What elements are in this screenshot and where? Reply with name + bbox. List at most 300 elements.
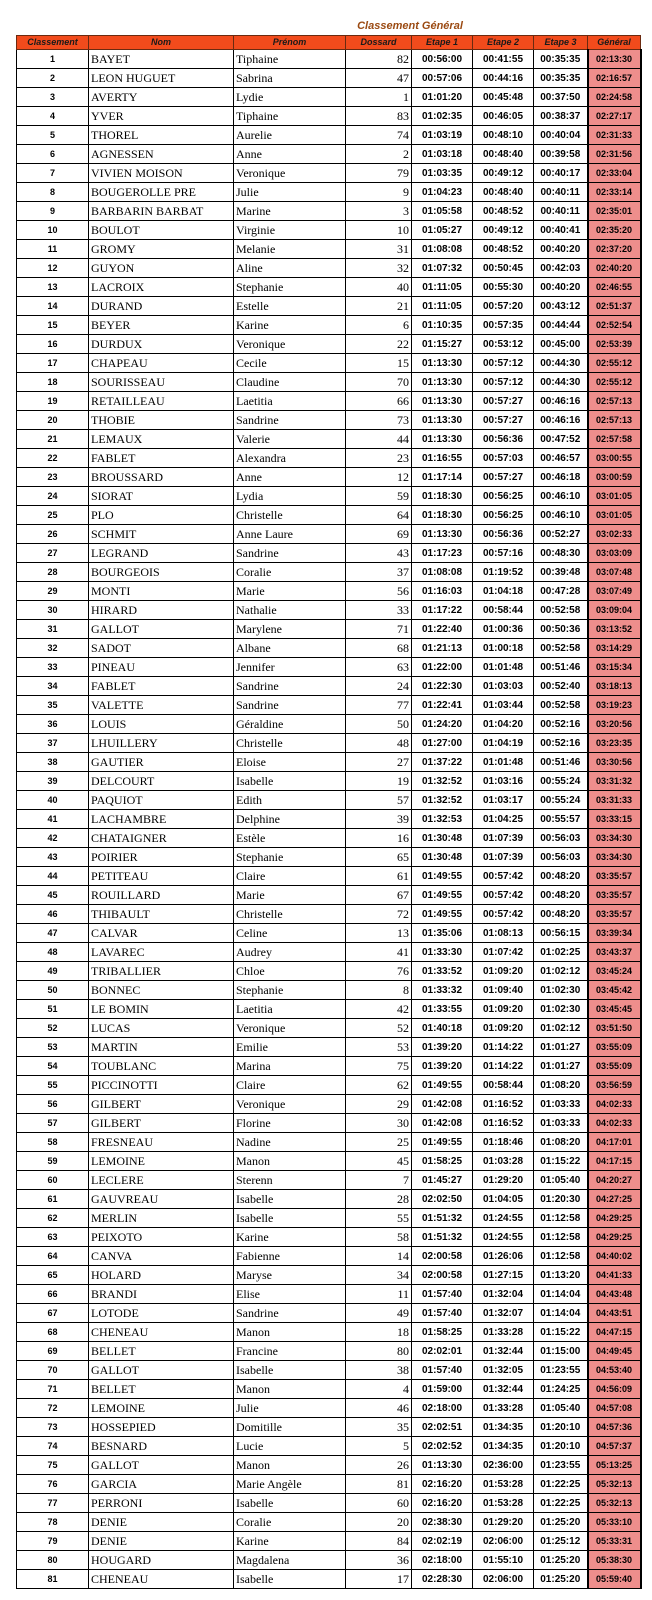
bib-cell: 26	[346, 1456, 412, 1475]
table-row	[17, 202, 641, 221]
rank-cell: 42	[17, 829, 89, 848]
first-name-cell: Stephanie	[234, 278, 346, 297]
stage1-cell: 01:49:55	[412, 1076, 473, 1095]
bib-cell: 65	[346, 848, 412, 867]
rank-cell: 73	[17, 1418, 89, 1437]
stage3-cell: 00:35:35	[534, 69, 588, 88]
stage3-cell: 00:40:04	[534, 126, 588, 145]
last-name-cell: PAQUIOT	[89, 791, 234, 810]
bib-cell: 6	[346, 316, 412, 335]
rank-cell: 55	[17, 1076, 89, 1095]
table-row	[17, 810, 641, 829]
first-name-cell: Francine	[234, 1342, 346, 1361]
overall-time-cell: 04:02:33	[588, 1095, 641, 1114]
first-name-cell: Alexandra	[234, 449, 346, 468]
stage2-cell: 00:57:42	[473, 867, 534, 886]
first-name-cell: Julie	[234, 1399, 346, 1418]
rank-cell: 74	[17, 1437, 89, 1456]
stage3-cell: 01:24:25	[534, 1380, 588, 1399]
stage1-cell: 01:40:18	[412, 1019, 473, 1038]
last-name-cell: GALLOT	[89, 1361, 234, 1380]
last-name-cell: SOURISSEAU	[89, 373, 234, 392]
bib-cell: 52	[346, 1019, 412, 1038]
first-name-cell: Isabelle	[234, 1361, 346, 1380]
stage1-cell: 01:57:40	[412, 1304, 473, 1323]
bib-cell: 50	[346, 715, 412, 734]
stage2-cell: 00:48:52	[473, 202, 534, 221]
header-prenom[interactable]: Prénom	[234, 36, 346, 50]
stage1-cell: 01:13:30	[412, 392, 473, 411]
stage2-cell: 02:06:00	[473, 1570, 534, 1589]
stage3-cell: 01:20:10	[534, 1418, 588, 1437]
first-name-cell: Lydie	[234, 88, 346, 107]
stage1-cell: 01:33:55	[412, 1000, 473, 1019]
stage2-cell: 00:57:03	[473, 449, 534, 468]
first-name-cell: Veronique	[234, 164, 346, 183]
table-row	[17, 145, 641, 164]
first-name-cell: Isabelle	[234, 1209, 346, 1228]
rank-cell: 78	[17, 1513, 89, 1532]
stage2-cell: 01:32:05	[473, 1361, 534, 1380]
rank-cell: 62	[17, 1209, 89, 1228]
bib-cell: 4	[346, 1380, 412, 1399]
stage1-cell: 01:13:30	[412, 411, 473, 430]
stage1-cell: 01:17:22	[412, 601, 473, 620]
table-row	[17, 411, 641, 430]
stage2-cell: 00:56:25	[473, 487, 534, 506]
first-name-cell: Marine	[234, 202, 346, 221]
stage1-cell: 01:13:30	[412, 354, 473, 373]
stage3-cell: 01:15:22	[534, 1323, 588, 1342]
stage2-cell: 01:16:52	[473, 1095, 534, 1114]
overall-time-cell: 03:19:23	[588, 696, 641, 715]
last-name-cell: CANVA	[89, 1247, 234, 1266]
stage1-cell: 01:05:27	[412, 221, 473, 240]
overall-time-cell: 03:03:09	[588, 544, 641, 563]
first-name-cell: Elise	[234, 1285, 346, 1304]
stage2-cell: 02:36:00	[473, 1456, 534, 1475]
first-name-cell: Emilie	[234, 1038, 346, 1057]
stage3-cell: 00:51:46	[534, 753, 588, 772]
stage3-cell: 01:14:04	[534, 1285, 588, 1304]
table-row	[17, 981, 641, 1000]
table-row	[17, 1323, 641, 1342]
stage1-cell: 01:22:00	[412, 658, 473, 677]
table-row	[17, 563, 641, 582]
stage1-cell: 01:03:18	[412, 145, 473, 164]
stage2-cell: 01:32:07	[473, 1304, 534, 1323]
rank-cell: 32	[17, 639, 89, 658]
rank-cell: 69	[17, 1342, 89, 1361]
stage1-cell: 01:30:48	[412, 829, 473, 848]
stage1-cell: 01:10:35	[412, 316, 473, 335]
stage2-cell: 01:33:28	[473, 1399, 534, 1418]
table-row	[17, 1532, 641, 1551]
first-name-cell: Nadine	[234, 1133, 346, 1152]
overall-time-cell: 03:18:13	[588, 677, 641, 696]
table-row	[17, 487, 641, 506]
table-row	[17, 1304, 641, 1323]
stage2-cell: 01:08:13	[473, 924, 534, 943]
overall-time-cell: 05:32:13	[588, 1475, 641, 1494]
last-name-cell: DURAND	[89, 297, 234, 316]
table-row	[17, 1361, 641, 1380]
bib-cell: 70	[346, 373, 412, 392]
rank-cell: 25	[17, 506, 89, 525]
overall-time-cell: 03:13:52	[588, 620, 641, 639]
rank-cell: 27	[17, 544, 89, 563]
overall-time-cell: 03:45:24	[588, 962, 641, 981]
overall-time-cell: 02:35:01	[588, 202, 641, 221]
overall-time-cell: 02:33:04	[588, 164, 641, 183]
header-nom[interactable]: Nom	[89, 36, 234, 50]
overall-time-cell: 03:00:55	[588, 449, 641, 468]
overall-time-cell: 04:40:02	[588, 1247, 641, 1266]
bib-cell: 69	[346, 525, 412, 544]
overall-time-cell: 03:30:56	[588, 753, 641, 772]
bib-cell: 33	[346, 601, 412, 620]
overall-time-cell: 04:49:45	[588, 1342, 641, 1361]
stage1-cell: 01:18:30	[412, 487, 473, 506]
stage3-cell: 01:25:12	[534, 1532, 588, 1551]
bib-cell: 77	[346, 696, 412, 715]
stage1-cell: 02:02:19	[412, 1532, 473, 1551]
table-row	[17, 221, 641, 240]
bib-cell: 49	[346, 1304, 412, 1323]
last-name-cell: HIRARD	[89, 601, 234, 620]
overall-time-cell: 05:59:40	[588, 1570, 641, 1589]
table-row	[17, 677, 641, 696]
stage3-cell: 00:48:20	[534, 905, 588, 924]
last-name-cell: BAYET	[89, 50, 234, 69]
header-etape-3[interactable]: Etape 3	[534, 36, 588, 50]
bib-cell: 36	[346, 1551, 412, 1570]
first-name-cell: Karine	[234, 1228, 346, 1247]
table-row	[17, 829, 641, 848]
stage1-cell: 01:49:55	[412, 905, 473, 924]
stage2-cell: 00:53:12	[473, 335, 534, 354]
rank-cell: 12	[17, 259, 89, 278]
table-row	[17, 1437, 641, 1456]
stage3-cell: 00:40:20	[534, 240, 588, 259]
bib-cell: 27	[346, 753, 412, 772]
first-name-cell: Magdalena	[234, 1551, 346, 1570]
overall-time-cell: 04:20:27	[588, 1171, 641, 1190]
bib-cell: 20	[346, 1513, 412, 1532]
last-name-cell: BOULOT	[89, 221, 234, 240]
rank-cell: 10	[17, 221, 89, 240]
table-row	[17, 753, 641, 772]
header-classement[interactable]: Classement	[17, 36, 89, 50]
overall-time-cell: 03:09:04	[588, 601, 641, 620]
stage3-cell: 01:05:40	[534, 1171, 588, 1190]
first-name-cell: Marina	[234, 1057, 346, 1076]
rank-cell: 45	[17, 886, 89, 905]
table-row	[17, 297, 641, 316]
stage1-cell: 01:39:20	[412, 1057, 473, 1076]
last-name-cell: LEGRAND	[89, 544, 234, 563]
stage1-cell: 01:57:40	[412, 1361, 473, 1380]
bib-cell: 82	[346, 50, 412, 69]
table-row	[17, 1513, 641, 1532]
bib-cell: 34	[346, 1266, 412, 1285]
bib-cell: 40	[346, 278, 412, 297]
stage1-cell: 01:49:55	[412, 867, 473, 886]
stage3-cell: 00:55:24	[534, 791, 588, 810]
last-name-cell: LE BOMIN	[89, 1000, 234, 1019]
header-dossard[interactable]: Dossard	[346, 36, 412, 50]
first-name-cell: Chloe	[234, 962, 346, 981]
bib-cell: 75	[346, 1057, 412, 1076]
stage2-cell: 01:29:20	[473, 1171, 534, 1190]
table-row	[17, 962, 641, 981]
stage2-cell: 00:57:27	[473, 468, 534, 487]
stage1-cell: 01:49:55	[412, 1133, 473, 1152]
overall-time-cell: 02:40:20	[588, 259, 641, 278]
first-name-cell: Anne Laure	[234, 525, 346, 544]
first-name-cell: Sandrine	[234, 544, 346, 563]
first-name-cell: Christelle	[234, 905, 346, 924]
rank-cell: 14	[17, 297, 89, 316]
overall-time-cell: 04:17:15	[588, 1152, 641, 1171]
header-etape-2[interactable]: Etape 2	[473, 36, 534, 50]
stage2-cell: 01:01:48	[473, 658, 534, 677]
last-name-cell: CHENEAU	[89, 1323, 234, 1342]
overall-time-cell: 02:55:12	[588, 354, 641, 373]
stage3-cell: 00:38:37	[534, 107, 588, 126]
table-row	[17, 1570, 641, 1589]
stage3-cell: 00:35:35	[534, 50, 588, 69]
bib-cell: 24	[346, 677, 412, 696]
rank-cell: 22	[17, 449, 89, 468]
last-name-cell: LECLERE	[89, 1171, 234, 1190]
stage3-cell: 00:40:11	[534, 202, 588, 221]
last-name-cell: PINEAU	[89, 658, 234, 677]
overall-time-cell: 03:31:33	[588, 791, 641, 810]
stage1-cell: 01:21:13	[412, 639, 473, 658]
stage3-cell: 01:03:33	[534, 1114, 588, 1133]
first-name-cell: Cecile	[234, 354, 346, 373]
rank-cell: 11	[17, 240, 89, 259]
last-name-cell: AVERTY	[89, 88, 234, 107]
last-name-cell: PERRONI	[89, 1494, 234, 1513]
stage3-cell: 01:02:30	[534, 981, 588, 1000]
stage2-cell: 01:34:35	[473, 1437, 534, 1456]
table-row	[17, 544, 641, 563]
table-row	[17, 1114, 641, 1133]
stage3-cell: 00:51:46	[534, 658, 588, 677]
first-name-cell: Sandrine	[234, 411, 346, 430]
stage2-cell: 01:04:19	[473, 734, 534, 753]
bib-cell: 66	[346, 392, 412, 411]
first-name-cell: Claire	[234, 867, 346, 886]
bib-cell: 61	[346, 867, 412, 886]
bib-cell: 68	[346, 639, 412, 658]
overall-time-cell: 03:01:05	[588, 506, 641, 525]
first-name-cell: Marie	[234, 582, 346, 601]
stage1-cell: 01:32:52	[412, 791, 473, 810]
rank-cell: 57	[17, 1114, 89, 1133]
rank-cell: 33	[17, 658, 89, 677]
overall-time-cell: 02:57:58	[588, 430, 641, 449]
bib-cell: 63	[346, 658, 412, 677]
stage2-cell: 00:45:48	[473, 88, 534, 107]
overall-time-cell: 05:32:13	[588, 1494, 641, 1513]
last-name-cell: SADOT	[89, 639, 234, 658]
bib-cell: 76	[346, 962, 412, 981]
first-name-cell: Albane	[234, 639, 346, 658]
rank-cell: 56	[17, 1095, 89, 1114]
stage3-cell: 00:46:10	[534, 506, 588, 525]
stage2-cell: 02:06:00	[473, 1532, 534, 1551]
stage1-cell: 01:22:40	[412, 620, 473, 639]
overall-time-cell: 02:53:39	[588, 335, 641, 354]
stage2-cell: 01:07:39	[473, 848, 534, 867]
table-row	[17, 1152, 641, 1171]
table-row	[17, 88, 641, 107]
stage2-cell: 01:32:04	[473, 1285, 534, 1304]
overall-time-cell: 04:56:09	[588, 1380, 641, 1399]
stage3-cell: 01:12:58	[534, 1209, 588, 1228]
stage2-cell: 00:50:45	[473, 259, 534, 278]
stage3-cell: 01:01:27	[534, 1038, 588, 1057]
stage1-cell: 01:04:23	[412, 183, 473, 202]
bib-cell: 74	[346, 126, 412, 145]
table-row	[17, 1076, 641, 1095]
rank-cell: 24	[17, 487, 89, 506]
stage3-cell: 00:50:36	[534, 620, 588, 639]
stage1-cell: 01:57:40	[412, 1285, 473, 1304]
stage3-cell: 00:52:16	[534, 715, 588, 734]
rank-cell: 76	[17, 1475, 89, 1494]
bib-cell: 30	[346, 1114, 412, 1133]
last-name-cell: CHATAIGNER	[89, 829, 234, 848]
rank-cell: 65	[17, 1266, 89, 1285]
last-name-cell: FABLET	[89, 449, 234, 468]
rank-cell: 53	[17, 1038, 89, 1057]
stage3-cell: 00:47:28	[534, 582, 588, 601]
last-name-cell: GALLOT	[89, 620, 234, 639]
overall-time-cell: 03:20:56	[588, 715, 641, 734]
last-name-cell: GILBERT	[89, 1114, 234, 1133]
bib-cell: 83	[346, 107, 412, 126]
stage3-cell: 00:56:03	[534, 829, 588, 848]
rank-cell: 17	[17, 354, 89, 373]
stage1-cell: 02:02:52	[412, 1437, 473, 1456]
bib-cell: 47	[346, 69, 412, 88]
stage3-cell: 00:56:15	[534, 924, 588, 943]
overall-time-cell: 03:31:32	[588, 772, 641, 791]
page-title: Classement Général	[357, 20, 463, 32]
rank-cell: 50	[17, 981, 89, 1000]
last-name-cell: THOBIE	[89, 411, 234, 430]
stage3-cell: 00:46:10	[534, 487, 588, 506]
stage3-cell: 00:40:11	[534, 183, 588, 202]
first-name-cell: Melanie	[234, 240, 346, 259]
last-name-cell: BRANDI	[89, 1285, 234, 1304]
first-name-cell: Coralie	[234, 563, 346, 582]
stage3-cell: 00:56:03	[534, 848, 588, 867]
overall-time-cell: 02:57:13	[588, 411, 641, 430]
rank-cell: 4	[17, 107, 89, 126]
bib-cell: 79	[346, 164, 412, 183]
stage2-cell: 00:57:12	[473, 354, 534, 373]
rank-cell: 43	[17, 848, 89, 867]
first-name-cell: Manon	[234, 1152, 346, 1171]
overall-time-cell: 02:31:33	[588, 126, 641, 145]
rank-cell: 66	[17, 1285, 89, 1304]
stage1-cell: 01:32:53	[412, 810, 473, 829]
stage1-cell: 00:56:00	[412, 50, 473, 69]
overall-time-cell: 02:52:54	[588, 316, 641, 335]
stage3-cell: 01:12:58	[534, 1247, 588, 1266]
first-name-cell: Jennifer	[234, 658, 346, 677]
stage1-cell: 01:35:06	[412, 924, 473, 943]
header-general[interactable]: Général	[588, 36, 641, 50]
bib-cell: 71	[346, 620, 412, 639]
first-name-cell: Christelle	[234, 506, 346, 525]
bib-cell: 29	[346, 1095, 412, 1114]
first-name-cell: Maryse	[234, 1266, 346, 1285]
table-row	[17, 1095, 641, 1114]
stage3-cell: 01:15:22	[534, 1152, 588, 1171]
table-row	[17, 164, 641, 183]
stage3-cell: 00:39:48	[534, 563, 588, 582]
last-name-cell: HOUGARD	[89, 1551, 234, 1570]
stage2-cell: 01:27:15	[473, 1266, 534, 1285]
rank-cell: 29	[17, 582, 89, 601]
last-name-cell: LEMAUX	[89, 430, 234, 449]
table-row	[17, 1380, 641, 1399]
stage2-cell: 01:53:28	[473, 1494, 534, 1513]
stage1-cell: 01:13:30	[412, 1456, 473, 1475]
overall-time-cell: 04:29:25	[588, 1209, 641, 1228]
overall-time-cell: 05:33:10	[588, 1513, 641, 1532]
bib-cell: 18	[346, 1323, 412, 1342]
last-name-cell: GUYON	[89, 259, 234, 278]
stage2-cell: 01:32:44	[473, 1380, 534, 1399]
first-name-cell: Coralie	[234, 1513, 346, 1532]
bib-cell: 28	[346, 1190, 412, 1209]
table-row	[17, 354, 641, 373]
first-name-cell: Delphine	[234, 810, 346, 829]
bib-cell: 59	[346, 487, 412, 506]
stage3-cell: 00:39:58	[534, 145, 588, 164]
stage1-cell: 01:51:32	[412, 1228, 473, 1247]
table-row	[17, 392, 641, 411]
last-name-cell: YVER	[89, 107, 234, 126]
stage2-cell: 00:48:10	[473, 126, 534, 145]
rank-cell: 28	[17, 563, 89, 582]
stage3-cell: 01:02:12	[534, 1019, 588, 1038]
stage3-cell: 00:48:20	[534, 886, 588, 905]
stage2-cell: 00:41:55	[473, 50, 534, 69]
overall-time-cell: 04:57:36	[588, 1418, 641, 1437]
first-name-cell: Manon	[234, 1456, 346, 1475]
overall-time-cell: 03:55:09	[588, 1038, 641, 1057]
last-name-cell: LUCAS	[89, 1019, 234, 1038]
bib-cell: 45	[346, 1152, 412, 1171]
header-etape-1[interactable]: Etape 1	[412, 36, 473, 50]
stage2-cell: 00:49:12	[473, 164, 534, 183]
table-row	[17, 1190, 641, 1209]
first-name-cell: Tiphaine	[234, 50, 346, 69]
bib-cell: 56	[346, 582, 412, 601]
stage2-cell: 01:34:35	[473, 1418, 534, 1437]
stage1-cell: 01:42:08	[412, 1114, 473, 1133]
bib-cell: 16	[346, 829, 412, 848]
rank-cell: 30	[17, 601, 89, 620]
